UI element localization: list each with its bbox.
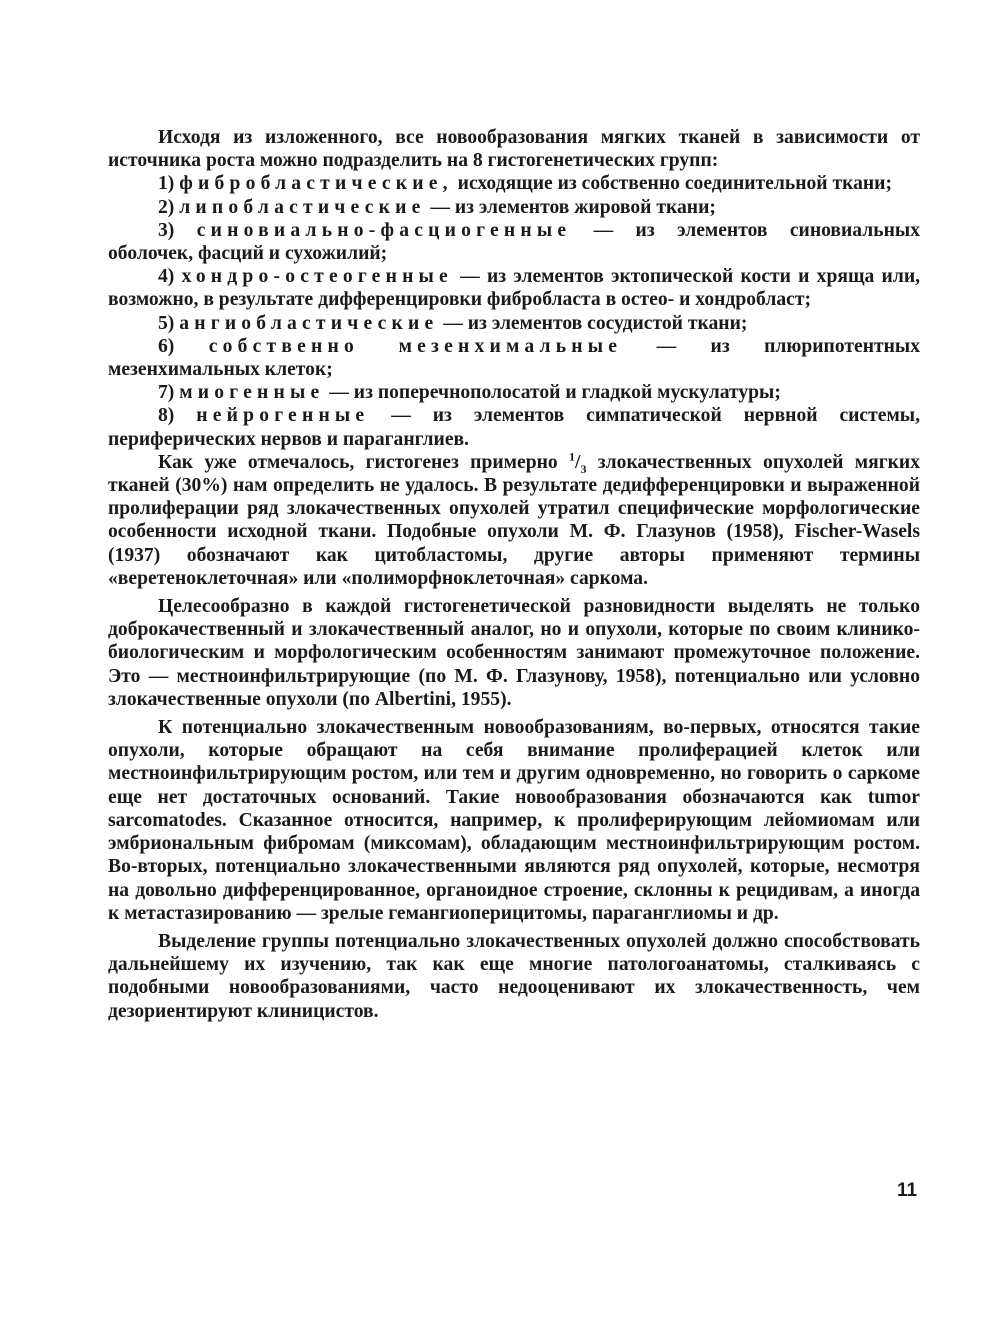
paragraph-conclusion: Выделение группы потенциально злокачественных опухолей должно способствовать дальнейшему их изучению, так как еще многие патологоанатомы, сталкиваясь с подобными новообразованиями, часто недооценивают их злокачественность, чем дезориентируют клиницистов. — [108, 930, 920, 1022]
group-item-8: 8) нейрогенные — из элементов симпатической нервной системы, периферических нервов и параганглиев. — [108, 405, 920, 450]
group-item-5: 5) ангиобластические — из элементов сосудистой ткани; — [158, 312, 748, 334]
group-term-5: ангиобластические — [179, 312, 439, 334]
group-item-6: 6) собственно мезенхимальные — из плюрипотентных мезенхимальных клеток; — [108, 335, 920, 381]
paragraph-potentially-malignant: К потенциально злокачественным новообразованиям, во-первых, относятся такие опухоли, которые обращают на себя внимание пролиферацией клеток или местноинфильтрирующим ростом, или тем и другим одновременно, но говорить о саркоме еще нет достаточных оснований. Такие новообразования обозначаются как tumor sarcomatodes. Сказанное относится, например, к пролиферирующим лейомиомам или эмбриональным фибромам (миксомам), обладающим местноинфильтрирующим ростом. Во-вторых, потенциально злокачественными являются ряд опухолей, которые, несмотря на довольно дифференцированное, органоидное строение, склонны к рецидивам, а иногда к метастазированию — зрелые гемангиоперицитомы, параганглиомы и др. — [108, 717, 920, 924]
group-list — [108, 172, 920, 450]
group-item-4: 4) хондро-остеогенные — из элементов эктопической кости и хряща или, возможно, в результате дифференцировки фибробласта в остео- и хондробласт; — [108, 266, 921, 311]
fraction-slash: / — [575, 451, 581, 473]
page-number: 11 — [897, 1180, 918, 1201]
group-term-4: хондро-остеогенные — [181, 266, 453, 288]
page-body — [108, 126, 920, 1023]
intro-paragraph: Исходя из изложенного, все новообразования мягких тканей в зависимости от источника роста можно подразделить на 8 гистогенетических групп: — [108, 127, 920, 172]
group-term-2: липобластические — [179, 196, 426, 218]
paragraph-intermediate: Целесообразно в каждой гистогенетической разновидности выделять не только доброкачественный и злокачественный аналог, но и опухоли, которые по своим клинико-биологическим и морфологическим особенностям занимают промежуточное положение. Это — местноинфильтрирующие (по М. Ф. Глазунову, 1958), потенциально или условно злокачественные опухоли (по Albertini, 1955). — [108, 596, 920, 710]
group-item-2: 2) липобластические — из элементов жировой ткани; — [158, 196, 716, 218]
fraction-denominator: 3 — [580, 461, 587, 476]
group-term-6: собственно мезенхимальные — [208, 335, 623, 357]
group-term-7: миогенные — [179, 382, 325, 404]
group-item-7: 7) миогенные — из поперечнополосатой и гладкой мускулатуры; — [158, 382, 781, 404]
group-term-3: синовиально-фасциогенные — [196, 219, 572, 241]
paragraph-histogenesis: Как уже отмечалось, гистогенез примерно $^1/_3$ злокачественных опухолей мягких тканей (30%) нам определить не удалось. В результате дедифференцировки и выраженной пролиферации ряд злокачественных опухолей утратил специфические морфологические особенности исходной ткани. Подобные опухоли М. Ф. Глазунов (1958), Fischer-Wasels (1937) обозначают как цитобластомы, другие авторы применяют термины «веретеноклеточная» или «полиморфноклеточная» саркома. — [108, 449, 920, 589]
group-term-1: фибробластические, — [179, 173, 453, 195]
group-item-3: 3) синовиально-фасциогенные — из элементов синовиальных оболочек, фасций и сухожилий; — [108, 219, 921, 265]
fraction-numerator: 1 — [569, 449, 576, 464]
group-item-1: 1) фибробластические, исходящие из собственно соединительной ткани; — [158, 173, 893, 195]
group-term-8: нейрогенные — [196, 405, 370, 427]
